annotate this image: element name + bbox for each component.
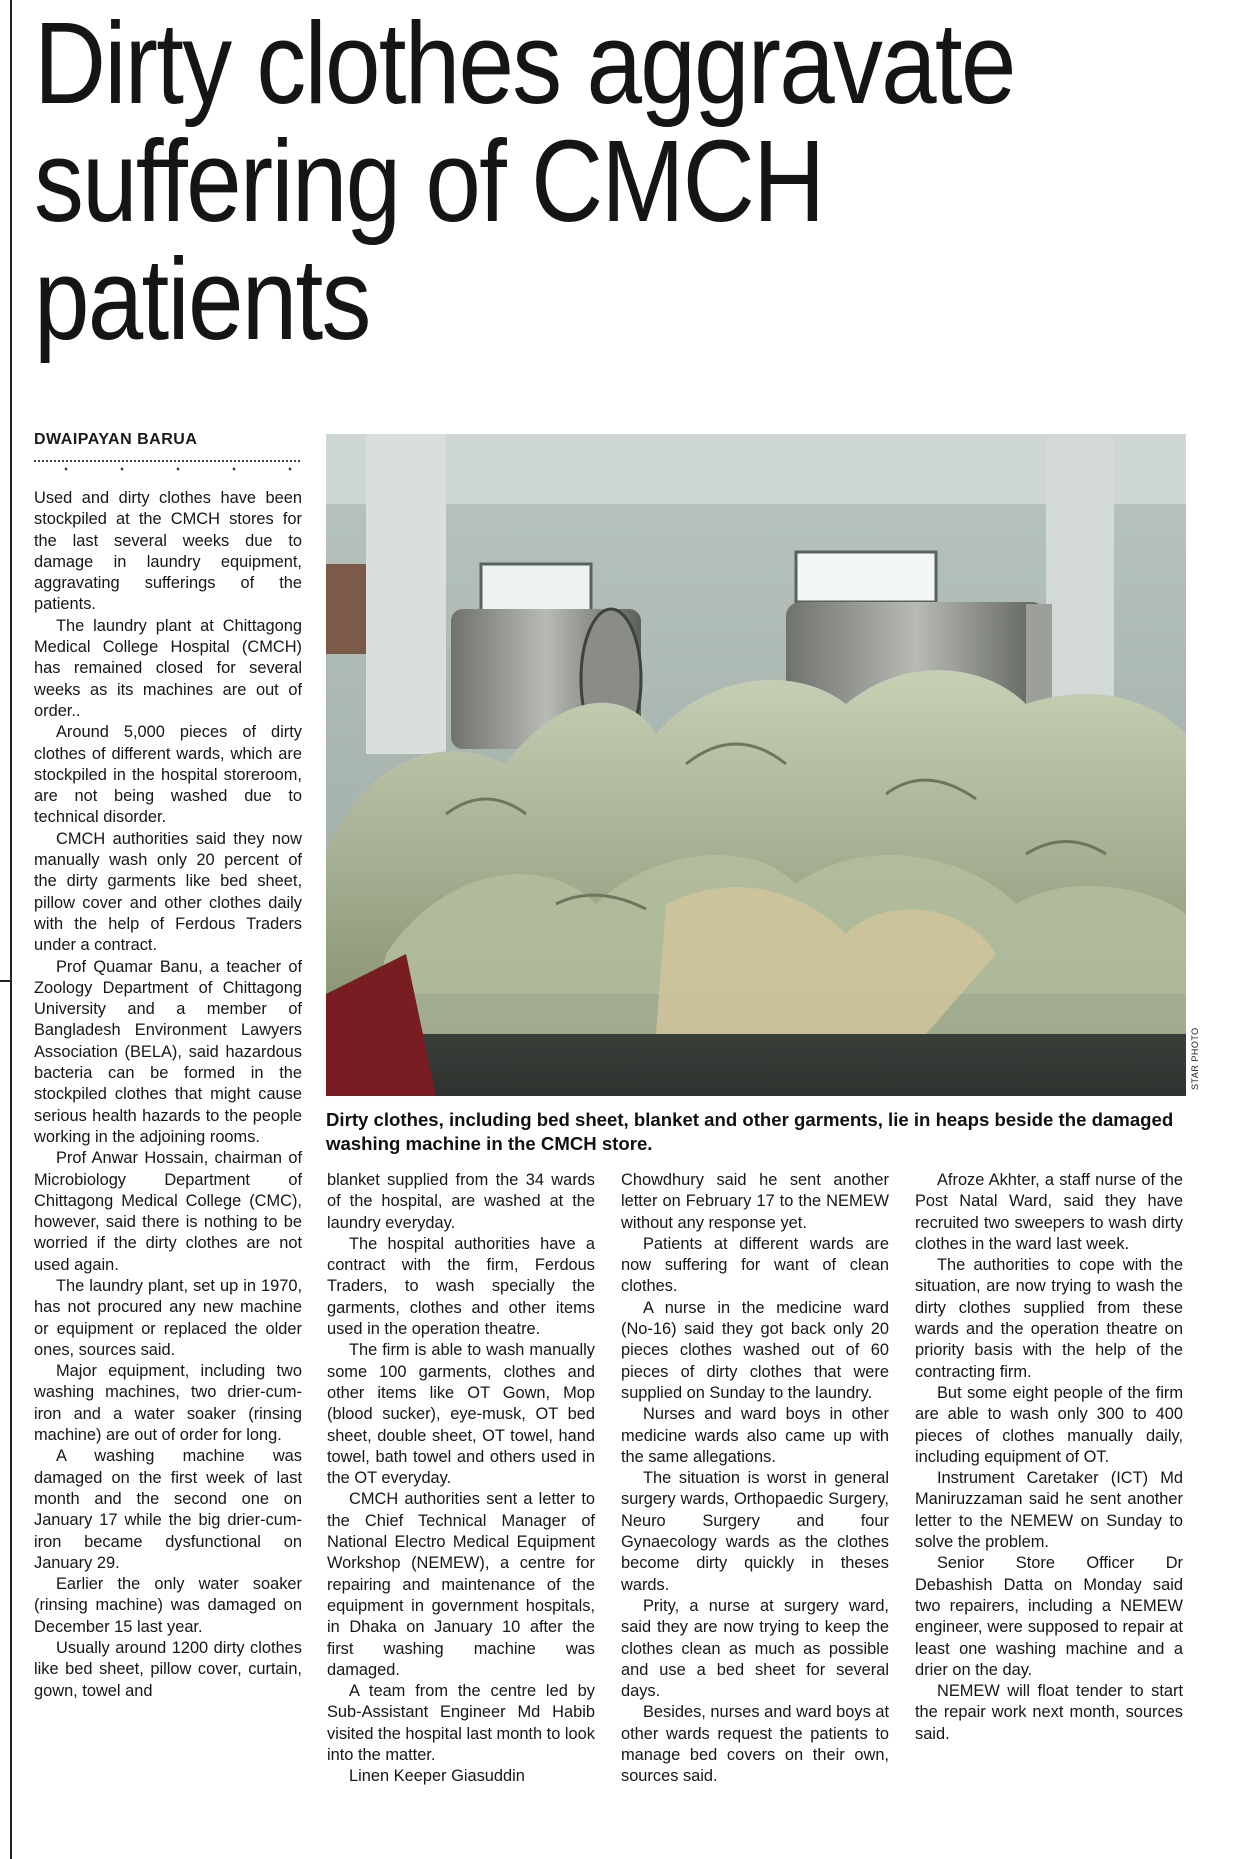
- byline-dot-leader: [34, 466, 300, 472]
- paragraph: But some eight people of the firm are able to wash only 300 to 400 pieces of clothes manually daily, including equipment of OT.: [915, 1383, 1183, 1466]
- paragraph: Nurses and ward boys in other medicine wards also came up with the same allegations.: [621, 1405, 889, 1466]
- byline: DWAIPAYAN BARUA: [34, 431, 198, 448]
- paragraph: Linen Keeper Giasuddin: [349, 1767, 525, 1786]
- paragraph: The firm is able to wash manually some 100 garments, clothes and other items like OT Gown, Mop (blood sucker), eye-musk, OT bed sheet, double sheet, OT towel, hand towel, bath towel and others used in the OT everyday.: [327, 1341, 595, 1488]
- headline-line-2: suffering of CMCH: [34, 116, 824, 246]
- article-column-2: [327, 1170, 595, 1788]
- paragraph: The authorities to cope with the situation, are now trying to wash the dirty clothes supplied from these wards and the operation theatre on priority basis with the help of the contracting firm.: [915, 1256, 1183, 1381]
- paragraph: CMCH authorities said they now manually wash only 20 percent of the dirty garments like bed sheet, pillow cover and other clothes daily with the help of Ferdous Traders under a contract.: [34, 829, 302, 955]
- photo-illustration: [326, 434, 1186, 1096]
- paragraph: Chowdhury said he sent another letter on February 17 to the NEMEW without any response yet.: [621, 1171, 889, 1232]
- paragraph: The laundry plant, set up in 1970, has not procured any new machine or equipment or replaced the older ones, sources said.: [34, 1276, 302, 1359]
- paragraph: Prity, a nurse at surgery ward, said they are now trying to keep the clothes clean as much as possible and use a bed sheet for several days.: [621, 1596, 889, 1701]
- news-photo-laundry-store: [326, 434, 1186, 1096]
- paragraph: Earlier the only water soaker (rinsing machine) was damaged on December 15 last year.: [34, 1575, 302, 1636]
- photo-credit: STAR PHOTO: [1190, 1027, 1200, 1090]
- paragraph: Instrument Caretaker (ICT) Md Maniruzzaman said he sent another letter to the NEMEW on Sunday to solve the problem.: [915, 1469, 1183, 1552]
- paragraph: CMCH authorities sent a letter to the Chief Technical Manager of National Electro Medical Equipment Workshop (NEMEW), a centre for repairing and maintenance of the equipment in government hospitals, in Dhaka on January 10 after the first washing machine was damaged.: [327, 1490, 595, 1679]
- byline-dotted-rule: [34, 452, 300, 462]
- column-rule-tick: [0, 980, 10, 982]
- article-column-3: [621, 1170, 889, 1788]
- paragraph: The laundry plant at Chittagong Medical College Hospital (CMCH) has remained closed for several weeks as its machines are out of order..: [34, 616, 302, 720]
- headline-line-1: Dirty clothes aggravate: [34, 0, 1015, 128]
- paragraph: The situation is worst in general surgery wards, Orthopaedic Surgery, Neuro Surgery and four Gynaecology wards as the clothes become dirty quickly in theses wards.: [621, 1469, 889, 1594]
- article-column-4: [915, 1170, 1183, 1745]
- paragraph: Senior Store Officer Dr Debashish Datta on Monday said two repairers, including a NEMEW engineer, were supposed to repair at least one washing machine and a drier on the day.: [915, 1554, 1183, 1679]
- paragraph: Around 5,000 pieces of dirty clothes of different wards, which are stockpiled in the hospital storeroom, are not being washed due to technical disorder.: [34, 723, 302, 827]
- paragraph: Major equipment, including two washing machines, two drier-cum-iron and a water soaker (rinsing machine) are out of order for long.: [34, 1362, 302, 1445]
- paragraph: Prof Anwar Hossain, chairman of Microbiology Department of Chittagong Medical College (CMC), however, said there is nothing to be worried if the dirty clothes are not used again.: [34, 1149, 302, 1274]
- paragraph: A nurse in the medicine ward (No-16) said they got back only 20 pieces clothes washed out of 60 pieces of dirty clothes that were supplied on Sunday to the laundry.: [621, 1298, 889, 1402]
- paragraph: Usually around 1200 dirty clothes like bed sheet, pillow cover, curtain, gown, towel and: [34, 1639, 302, 1700]
- paragraph: Patients at different wards are now suffering for want of clean clothes.: [621, 1234, 889, 1296]
- paragraph: A team from the centre led by Sub-Assistant Engineer Md Habib visited the hospital last month to look into the matter.: [327, 1682, 595, 1765]
- paragraph: Prof Quamar Banu, a teacher of Zoology Department of Chittagong University and a member of Bangladesh Environment Lawyers Association (BELA), said hazardous bacteria can be formed in the stockpiled clothes that might cause serious health hazards to the people working in the adjoining rooms.: [34, 957, 302, 1146]
- photo-caption: Dirty clothes, including bed sheet, blanket and other garments, lie in heaps beside the damaged washing machine in the CMCH store.: [326, 1109, 1174, 1154]
- paragraph: Besides, nurses and ward boys at other wards request the patients to manage bed covers on their own, sources said.: [621, 1703, 889, 1786]
- headline-line-3: patients: [34, 234, 370, 364]
- paragraph: Used and dirty clothes have been stockpiled at the CMCH stores for the last several weeks due to damage in laundry equipment, aggravating sufferings of the patients.: [34, 489, 302, 614]
- paragraph: A washing machine was damaged on the first week of last month and the second one on January 17 while the big drier-cum-iron became dysfunctional on January 29.: [34, 1447, 302, 1572]
- paragraph: blanket supplied from the 34 wards of the hospital, are washed at the laundry everyday.: [327, 1171, 595, 1232]
- paragraph: NEMEW will float tender to start the repair work next month, sources said.: [915, 1682, 1183, 1743]
- paragraph: Afroze Akhter, a staff nurse of the Post Natal Ward, said they have recruited two sweepers to wash dirty clothes in the ward last week.: [915, 1171, 1183, 1253]
- paragraph: The hospital authorities have a contract with the firm, Ferdous Traders, to wash specially the garments, clothes and other items used in the operation theatre.: [327, 1234, 595, 1339]
- article-column-1: [34, 488, 302, 1702]
- headline: [34, 0, 1049, 364]
- column-rule: [10, 0, 12, 1859]
